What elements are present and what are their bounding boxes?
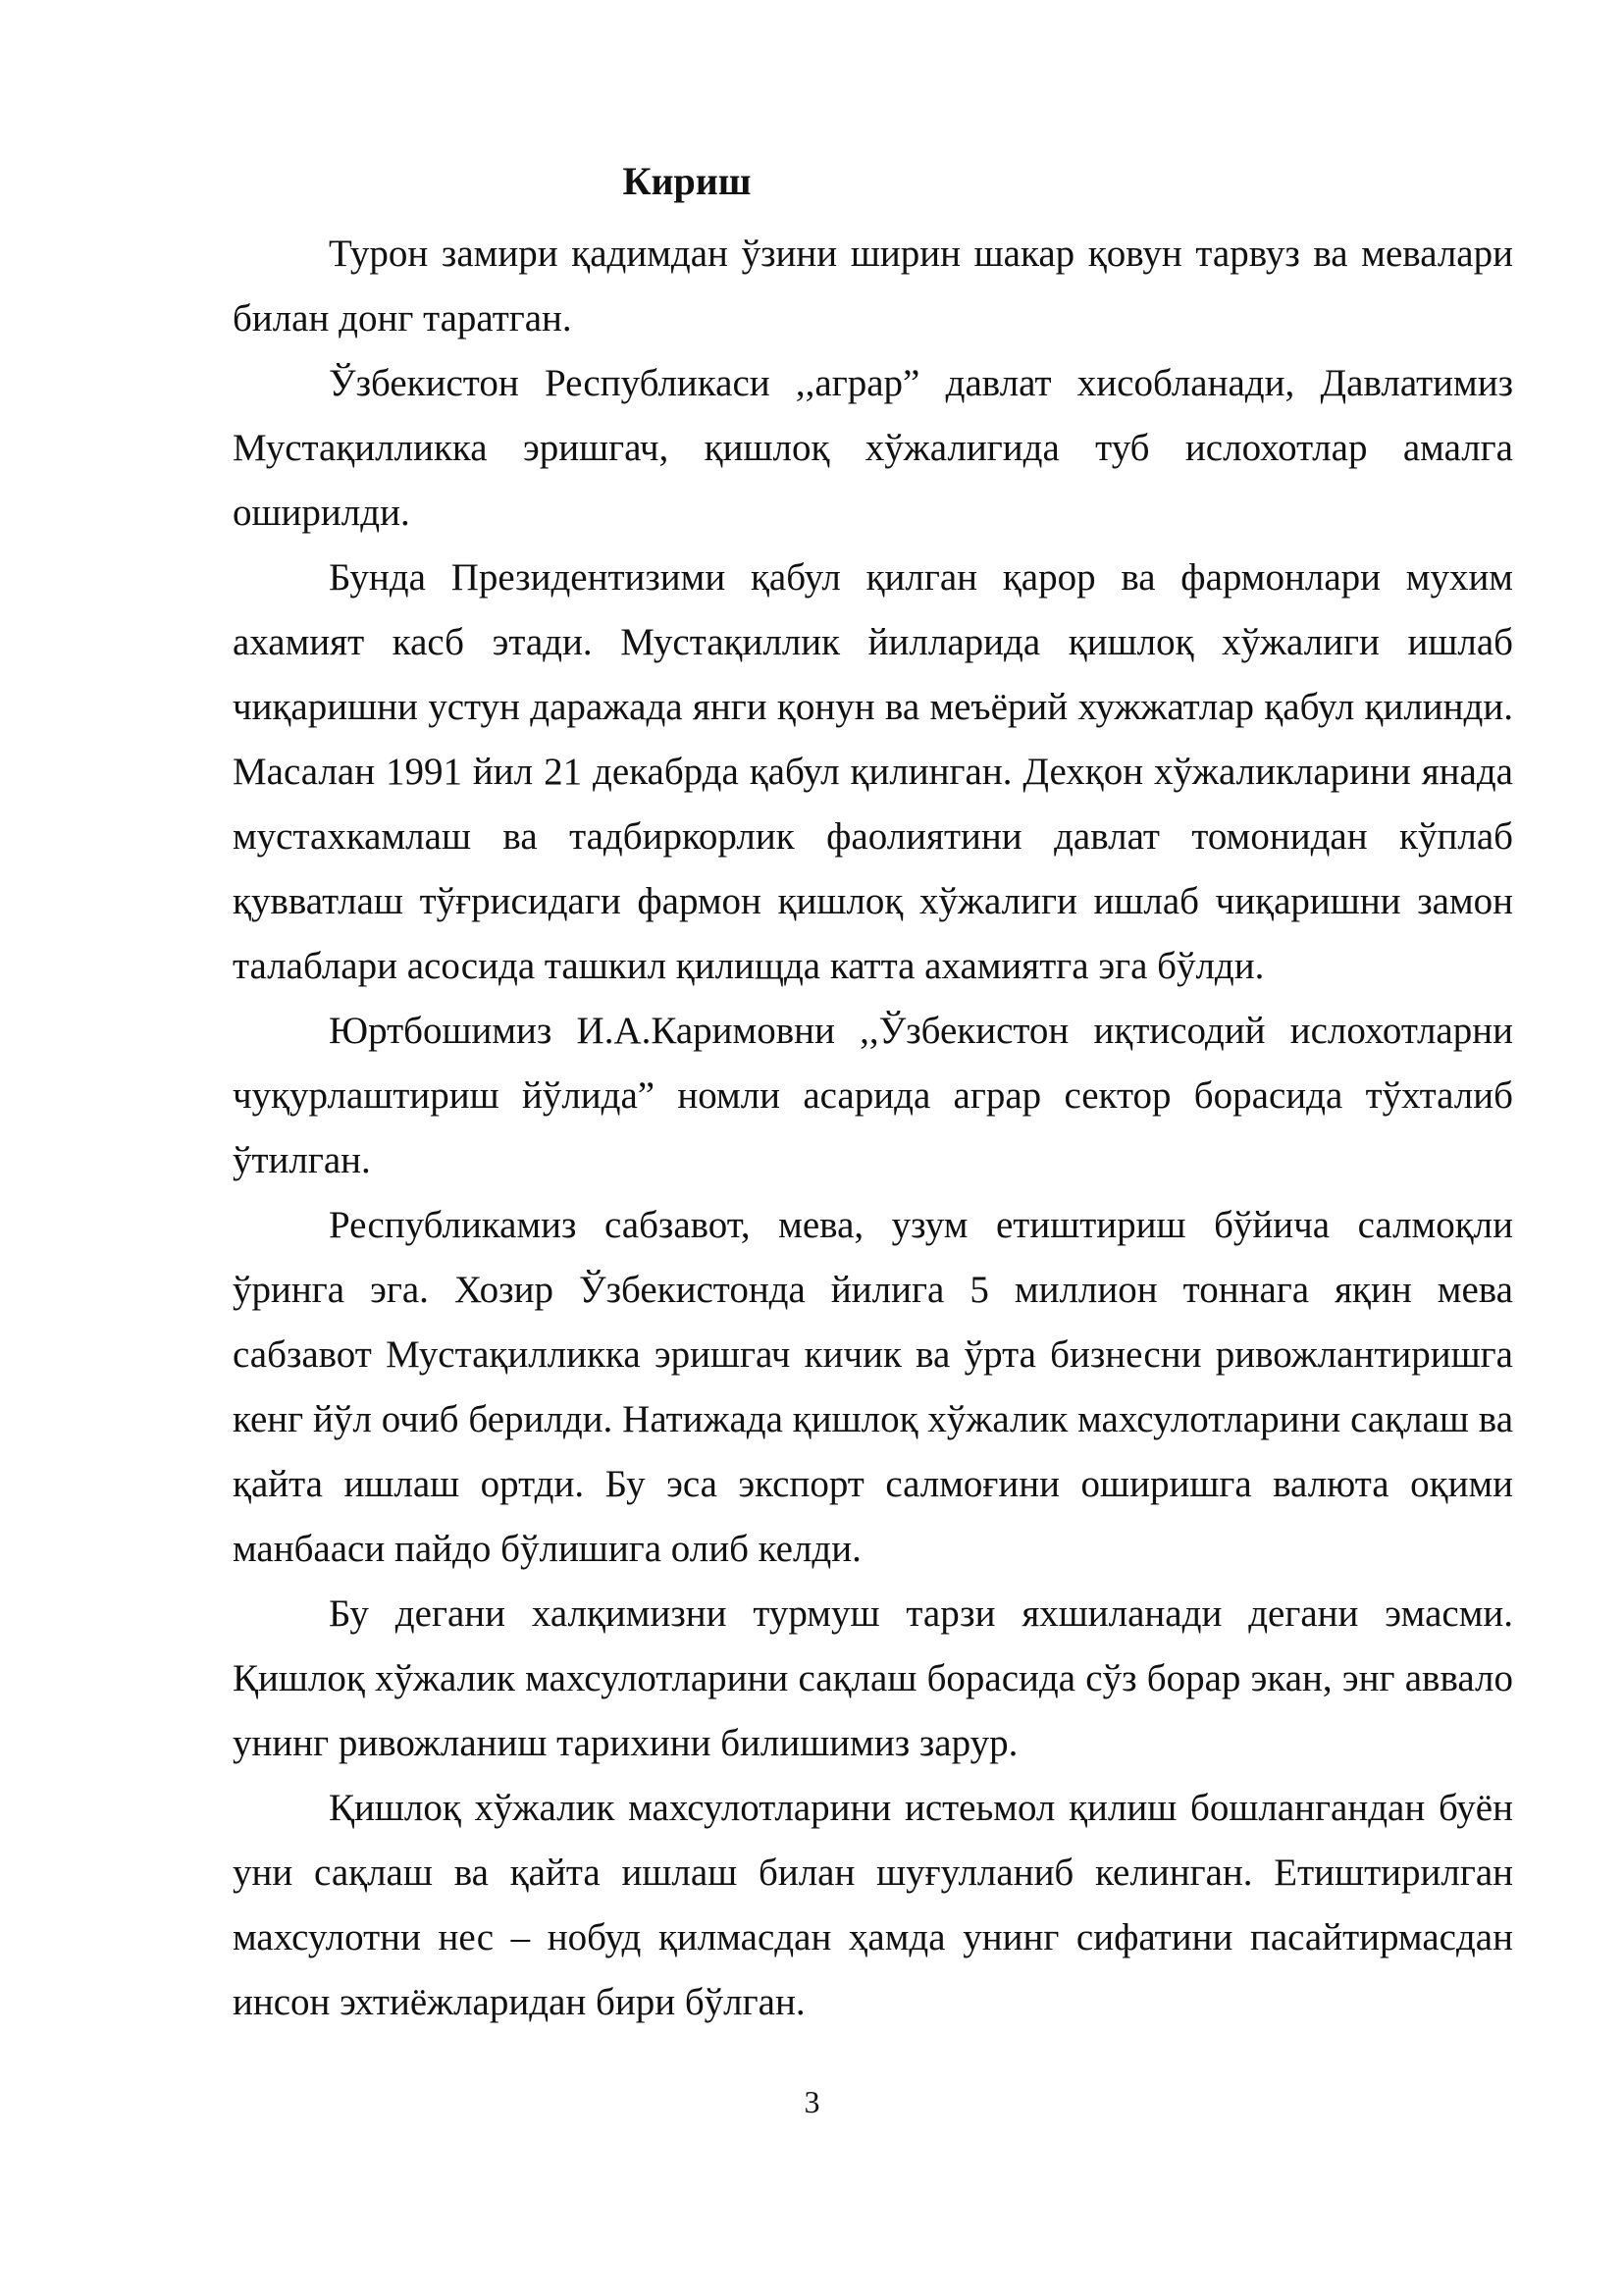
paragraph-6: Бу дегани халқимизни турмуш тарзи яхшиланади дегани эмасми. Қишлоқ хўжалик махсулотларини сақлаш борасида сўз борар экан, энг аввало унинг ривожланиш тарихини билишимиз зарур. <box>233 1592 1513 1764</box>
page-number: 3 <box>804 2084 820 2119</box>
paragraph-7: Қишлоқ хўжалик махсулотларини истеьмол қилиш бошлангандан буён уни сақлаш ва қайта ишлаш билан шуғулланиб келинган. Етиштирилган махсулотни нес – нобуд қилмасдан ҳамда унинг сифатини пасайтирмасдан инсон эхтиёжларидан бири бўлган. <box>233 1787 1513 2023</box>
paragraph-3: Бунда Президентизими қабул қилган қарор ва фармонлари мухим ахамият касб этади. Мустақиллик йилларида қишлоқ хўжалиги ишлаб чиқаришни устун даражада янги қонун ва меъёрий хужжатлар қабул қилинди. Масалан 1991 йил 21 декабрда қабул қилинган. Дехқон хўжаликларини янада мустахкамлаш ва тадбиркорлик фаолиятини давлат томонидан кўплаб қувватлаш тўғрисидаги фармон қишлоқ хўжалиги ишлаб чиқаришни замон талаблари асосида ташкил қилищда катта ахамиятга эга бўлди. <box>233 556 1513 987</box>
paragraph-4: Юртбошимиз И.А.Каримовни ,,Ўзбекистон иқтисодий ислохотларни чуқурлаштириш йўлида” номли асарида аграр сектор борасида тўхталиб ўтилган. <box>233 1010 1513 1181</box>
paragraph-2: Ўзбекистон Республикаси ,,аграр” давлат хисобланади, Давлатимиз Мустақилликка эришгач, қишлоқ хўжалигида туб ислохотлар амалга оширилди. <box>233 362 1513 534</box>
document-body <box>233 222 1513 2035</box>
document-title: Кириш <box>622 159 752 203</box>
paragraph-5: Республикамиз сабзавот, мева, узум етиштириш бўйича салмоқли ўринга эга. Хозир Ўзбекистонда йилига 5 миллион тоннага яқин мева сабзавот Мустақилликка эришгач кичик ва ўрта бизнесни ривожлантиришга кенг йўл очиб берилди. Натижада қишлоқ хўжалик махсулотларини сақлаш ва қайта ишлаш ортди. Бу эса экспорт салмоғини оширишга валюта оқими манбааси пайдо бўлишига олиб келди. <box>233 1204 1513 1570</box>
paragraph-1: Турон замири қадимдан ўзини ширин шакар қовун тарвуз ва мевалари билан донг таратган. <box>233 233 1513 339</box>
